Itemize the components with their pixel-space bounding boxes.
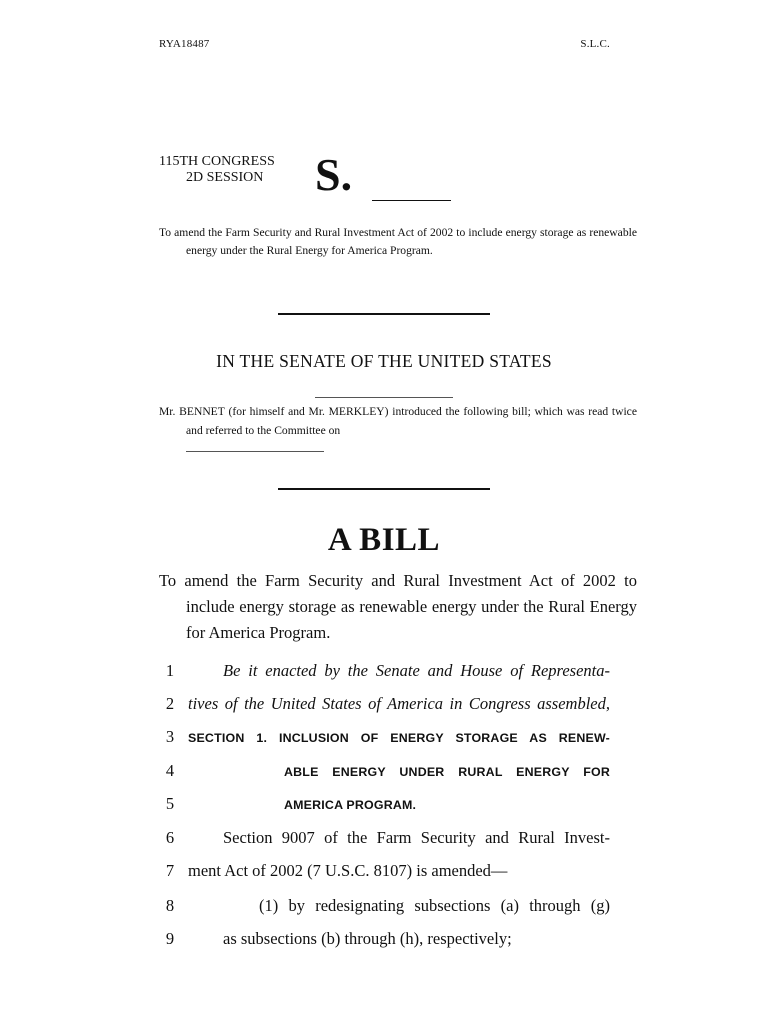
body-line: ment Act of 2002 (7 U.S.C. 8107) is amended— (188, 861, 508, 880)
section-heading: SECTION 1. INCLUSION OF ENERGY STORAGE AS RENEW- (188, 731, 610, 745)
purpose-short: To amend the Farm Security and Rural Investment Act of 2002 to include energy storage as renewable energy under the Rural Energy for America Program. (159, 226, 637, 257)
divider-rule-2 (278, 488, 490, 490)
session-line: 2D SESSION (186, 170, 264, 185)
introduction-paragraph (159, 402, 637, 440)
line-number: 7 (165, 861, 175, 880)
line-number: 8 (165, 896, 175, 915)
chamber-heading: IN THE SENATE OF THE UNITED STATES (216, 351, 552, 371)
congress-line: 115TH CONGRESS (159, 154, 275, 169)
bill-title: A BILL (327, 522, 441, 558)
line-number: 5 (165, 794, 175, 813)
line-number: 4 (165, 761, 175, 780)
line-number: 6 (165, 828, 175, 847)
slc-label: S.L.C. (580, 38, 610, 50)
congress-block (159, 154, 275, 186)
body-line: as subsections (b) through (h), respectively; (223, 929, 512, 948)
body-line: Be it enacted by the Senate and House of Representa- (223, 661, 610, 680)
line-number: 2 (165, 694, 175, 713)
sponsor-prefix: Mr. (159, 405, 176, 418)
cosponsor-name: MERKLEY (328, 405, 385, 418)
intro-middle: (for himself and Mr. (228, 405, 325, 418)
section-heading: AMERICA PROGRAM. (284, 798, 417, 812)
bill-number-blank (372, 200, 451, 201)
line-number: 9 (165, 929, 175, 948)
body-line: (1) by redesignating subsections (a) through (g) (259, 896, 610, 915)
document-id: RYA18487 (159, 38, 210, 50)
line-number: 3 (165, 727, 175, 746)
intro-rest: ) introduced the following bill; which was read twice and referred to the Committee on (186, 405, 637, 437)
purpose-long: To amend the Farm Security and Rural Investment Act of 2002 to include energy storage as renewable energy under the Rural Energy for America Program. (159, 571, 637, 642)
thin-divider (315, 397, 453, 398)
divider-rule (278, 313, 490, 315)
sponsor-name: BENNET (179, 405, 225, 418)
line-number: 1 (165, 661, 175, 680)
body-line: Section 9007 of the Farm Security and Rural Invest- (223, 828, 610, 847)
body-line: tives of the United States of America in Congress assembled, (188, 694, 610, 713)
bill-number: S. (315, 149, 353, 200)
section-heading: ABLE ENERGY UNDER RURAL ENERGY FOR (284, 765, 610, 779)
committee-blank (186, 451, 324, 452)
